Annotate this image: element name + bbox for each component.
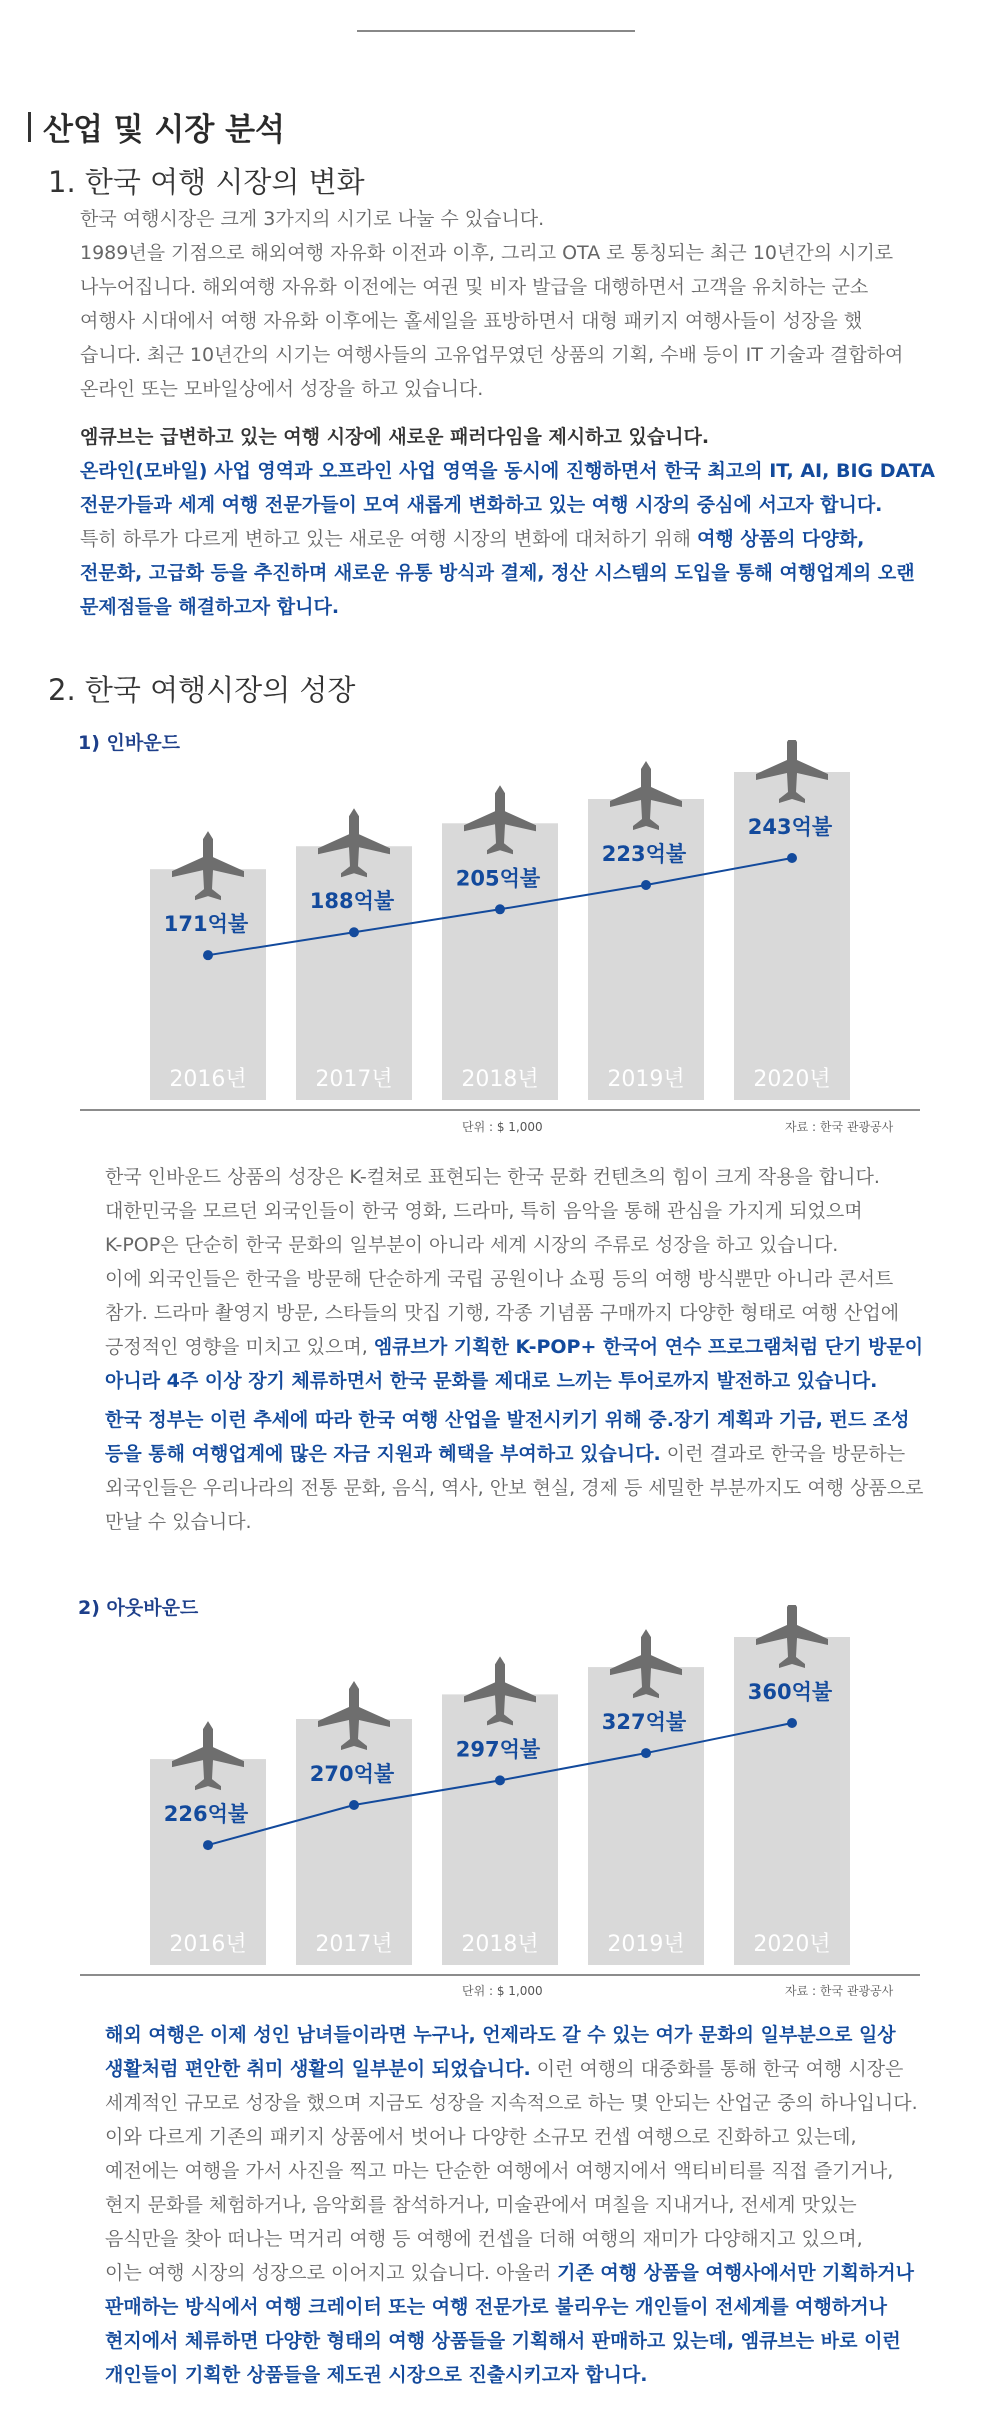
text-line: 참가. 드라마 촬영지 방문, 스타들의 맛집 기행, 각종 기념품 구매까지 다양한 형태로 여행 산업에 [105,1302,900,1324]
text-line: 나누어집니다. 해외여행 자유화 이전에는 여권 및 비자 발급을 대행하면서 고객을 유치하는 군소 [80,276,869,298]
bar-category-label: 2017년 [315,1067,393,1092]
bar-category-label: 2019년 [607,1067,685,1092]
text-line: 한국 인바운드 상품의 성장은 K-컬쳐로 표현되는 한국 문화 컨텐츠의 힘이 크게 작용을 합니다. [105,1166,880,1188]
bar-value-label: 243억불 [747,815,833,839]
text-span: 이런 결과로 한국을 방문하는 [660,1443,906,1465]
trend-marker [641,1748,651,1758]
bar-value-label: 226억불 [163,1802,249,1827]
text-line [105,1437,923,1471]
trend-marker [203,1840,213,1850]
text-span-highlight: 엠큐브가 기획한 K-POP+ 한국어 연수 프로그램처럼 단기 방문이 [373,1336,924,1358]
text-line: 이와 다르게 기존의 패키지 상품에서 벗어나 다양한 소규모 컨셉 여행으로 진화하고 있는데, [105,2126,857,2148]
text-line [105,1330,923,1364]
text-line: 대한민국을 모르던 외국인들이 한국 영화, 드라마, 특히 음악을 통해 관심을 가지게 되었으며 [105,1200,863,1222]
market-change-paragraph [80,202,903,406]
inbound-paragraph [105,1160,923,1398]
section-title [28,104,285,149]
outbound-unit-note: 단위 : $ 1,000 [462,1984,543,1998]
text-line [105,2052,918,2086]
trend-marker [641,880,651,890]
text-line: 엠큐브는 급변하고 있는 여행 시장에 새로운 패러다임을 제시하고 있습니다. [80,426,710,448]
text-span-highlight: 여행 상품의 다양화, [697,528,865,550]
bar-category-label: 2020년 [753,1932,831,1957]
bar-category-label: 2019년 [607,1932,685,1957]
text-span: 긍정적인 영향을 미치고 있으며, [105,1336,374,1358]
text-span-highlight: 생활처럼 편안한 취미 생활의 일부분이 되었습니다. [105,2058,531,2080]
text-line: 한국 정부는 이런 추세에 따라 한국 여행 산업을 발전시키기 위해 중.장기 계획과 기금, 펀드 조성 [105,1409,910,1431]
inbound-subheading: 1) 인바운드 [78,732,180,754]
chart-bar [296,1719,412,1965]
text-line: K-POP은 단순히 한국 문화의 일부분이 아니라 세계 시장의 주류로 성장을 하고 있습니다. [105,1234,839,1256]
text-span-highlight: 기존 여행 상품을 여행사에서만 기획하거나 [557,2262,914,2284]
text-span-highlight: 등을 통해 여행업계에 많은 자금 지원과 혜택을 부여하고 있습니다. [105,1443,661,1465]
text-span: 특히 하루가 다르게 변하고 있는 새로운 여행 시장의 변화에 대처하기 위해 [80,528,698,550]
text-span: 이는 여행 시장의 성장으로 이어지고 있습니다. 아울러 [105,2262,558,2284]
bar-category-label: 2017년 [315,1932,393,1957]
bar-value-label: 188억불 [309,889,395,914]
text-line: 만날 수 있습니다. [105,1511,252,1533]
text-line: 해외 여행은 이제 성인 남녀들이라면 누구나, 언제라도 갈 수 있는 여가 문화의 일부분으로 일상 [105,2024,896,2046]
text-line: 현지에서 체류하면 다양한 형태의 여행 상품들을 기획해서 판매하고 있는데, 엠큐브는 바로 이런 [105,2330,901,2352]
text-line: 온라인 또는 모바일상에서 성장을 하고 있습니다. [80,378,484,400]
bar-category-label: 2016년 [169,1932,247,1957]
bar-value-label: 327억불 [601,1710,687,1735]
text-line: 음식만을 찾아 떠나는 먹거리 여행 등 여행에 컨셉을 더해 여행의 재미가 다양해지고 있으며, [105,2228,863,2250]
trend-marker [349,927,359,937]
text-line: 판매하는 방식에서 여행 크레이터 또는 여행 전문가로 불리우는 개인들이 전세계를 여행하거나 [105,2296,887,2318]
mcube-vision-paragraph [80,420,935,624]
chart-bar [442,823,558,1100]
text-line: 현지 문화를 체험하거나, 음악회를 참석하거나, 미술관에서 며칠을 지내거나, 전세계 맛있는 [105,2194,857,2216]
text-line: 여행사 시대에서 여행 자유화 이후에는 홀세일을 표방하면서 대형 패키지 여행사들이 성장을 했 [80,310,863,332]
trend-marker [787,853,797,863]
text-line [105,2256,918,2290]
text-line: 세계적인 규모로 성장을 했으며 지금도 성장을 지속적으로 하는 몇 안되는 산업군 중의 하나입니다. [105,2092,918,2114]
chart-bar [296,846,412,1100]
text-span: 이런 여행의 대중화를 통해 한국 여행 시장은 [530,2058,904,2080]
text-line [80,522,935,556]
chart-bar [150,869,266,1100]
trend-marker [203,950,213,960]
section-title-text: 산업 및 시장 분석 [43,112,285,148]
inbound-unit-note: 단위 : $ 1,000 [462,1120,543,1134]
text-line: 습니다. 최근 10년간의 시기는 여행사들의 고유업무였던 상품의 기획, 수배 등이 IT 기술과 결합하여 [80,344,904,366]
text-line: 전문화, 고급화 등을 추진하며 새로운 유통 방식과 결제, 정산 시스템의 도입을 통해 여행업계의 오랜 [80,562,915,584]
inbound-government-paragraph [105,1403,923,1539]
text-line: 아니라 4주 이상 장기 체류하면서 한국 문화를 제대로 느끼는 투어로까지 발전하고 있습니다. [105,1370,878,1392]
bar-value-label: 171억불 [163,912,249,937]
text-line: 전문가들과 세계 여행 전문가들이 모여 새롭게 변화하고 있는 여행 시장의 중심에 서고자 합니다. [80,494,883,516]
title-bar-marker [28,112,31,142]
outbound-chart [80,1605,920,1981]
text-line: 이에 외국인들은 한국을 방문해 단순하게 국립 공원이나 쇼핑 등의 여행 방식뿐만 아니라 콘서트 [105,1268,894,1290]
bar-category-label: 2020년 [753,1067,831,1092]
bar-value-label: 360억불 [747,1680,833,1704]
trend-marker [787,1718,797,1728]
text-line: 1989년을 기점으로 해외여행 자유화 이전과 이후, 그리고 OTA 로 통칭되는 최근 10년간의 시기로 [80,242,894,264]
text-line: 개인들이 기획한 상품들을 제도권 시장으로 진출시키고자 합니다. [105,2364,648,2386]
bar-category-label: 2016년 [169,1067,247,1092]
bar-category-label: 2018년 [461,1067,539,1092]
inbound-chart [80,740,920,1116]
trend-marker [495,904,505,914]
trend-marker [495,1775,505,1785]
outbound-subheading: 2) 아웃바운드 [78,1597,199,1619]
heading-market-growth: 2. 한국 여행시장의 성장 [48,673,356,707]
text-line: 온라인(모바일) 사업 영역과 오프라인 사업 영역을 동시에 진행하면서 한국 최고의 IT, AI, BIG DATA [80,460,935,482]
inbound-source-note: 자료 : 한국 관광공사 [785,1120,894,1134]
bar-category-label: 2018년 [461,1932,539,1957]
heading-market-change: 1. 한국 여행 시장의 변화 [48,165,365,199]
bar-value-label: 297억불 [455,1737,541,1762]
chart-bar [442,1694,558,1965]
text-line: 예전에는 여행을 가서 사진을 찍고 마는 단순한 여행에서 여행지에서 액티비티를 직접 즐기거나, [105,2160,894,2182]
text-line: 외국인들은 우리나라의 전통 문화, 음식, 역사, 안보 현실, 경제 등 세밀한 부분까지도 여행 상품으로 [105,1477,924,1499]
top-divider [357,30,635,32]
outbound-paragraph [105,2018,918,2392]
bar-value-label: 205억불 [455,866,541,891]
text-line: 문제점들을 해결하고자 합니다. [80,596,340,618]
text-line: 한국 여행시장은 크게 3가지의 시기로 나눌 수 있습니다. [80,208,545,230]
bar-value-label: 223억불 [601,841,687,866]
outbound-source-note: 자료 : 한국 관광공사 [785,1984,894,1998]
trend-marker [349,1800,359,1810]
bar-value-label: 270억불 [309,1762,395,1786]
